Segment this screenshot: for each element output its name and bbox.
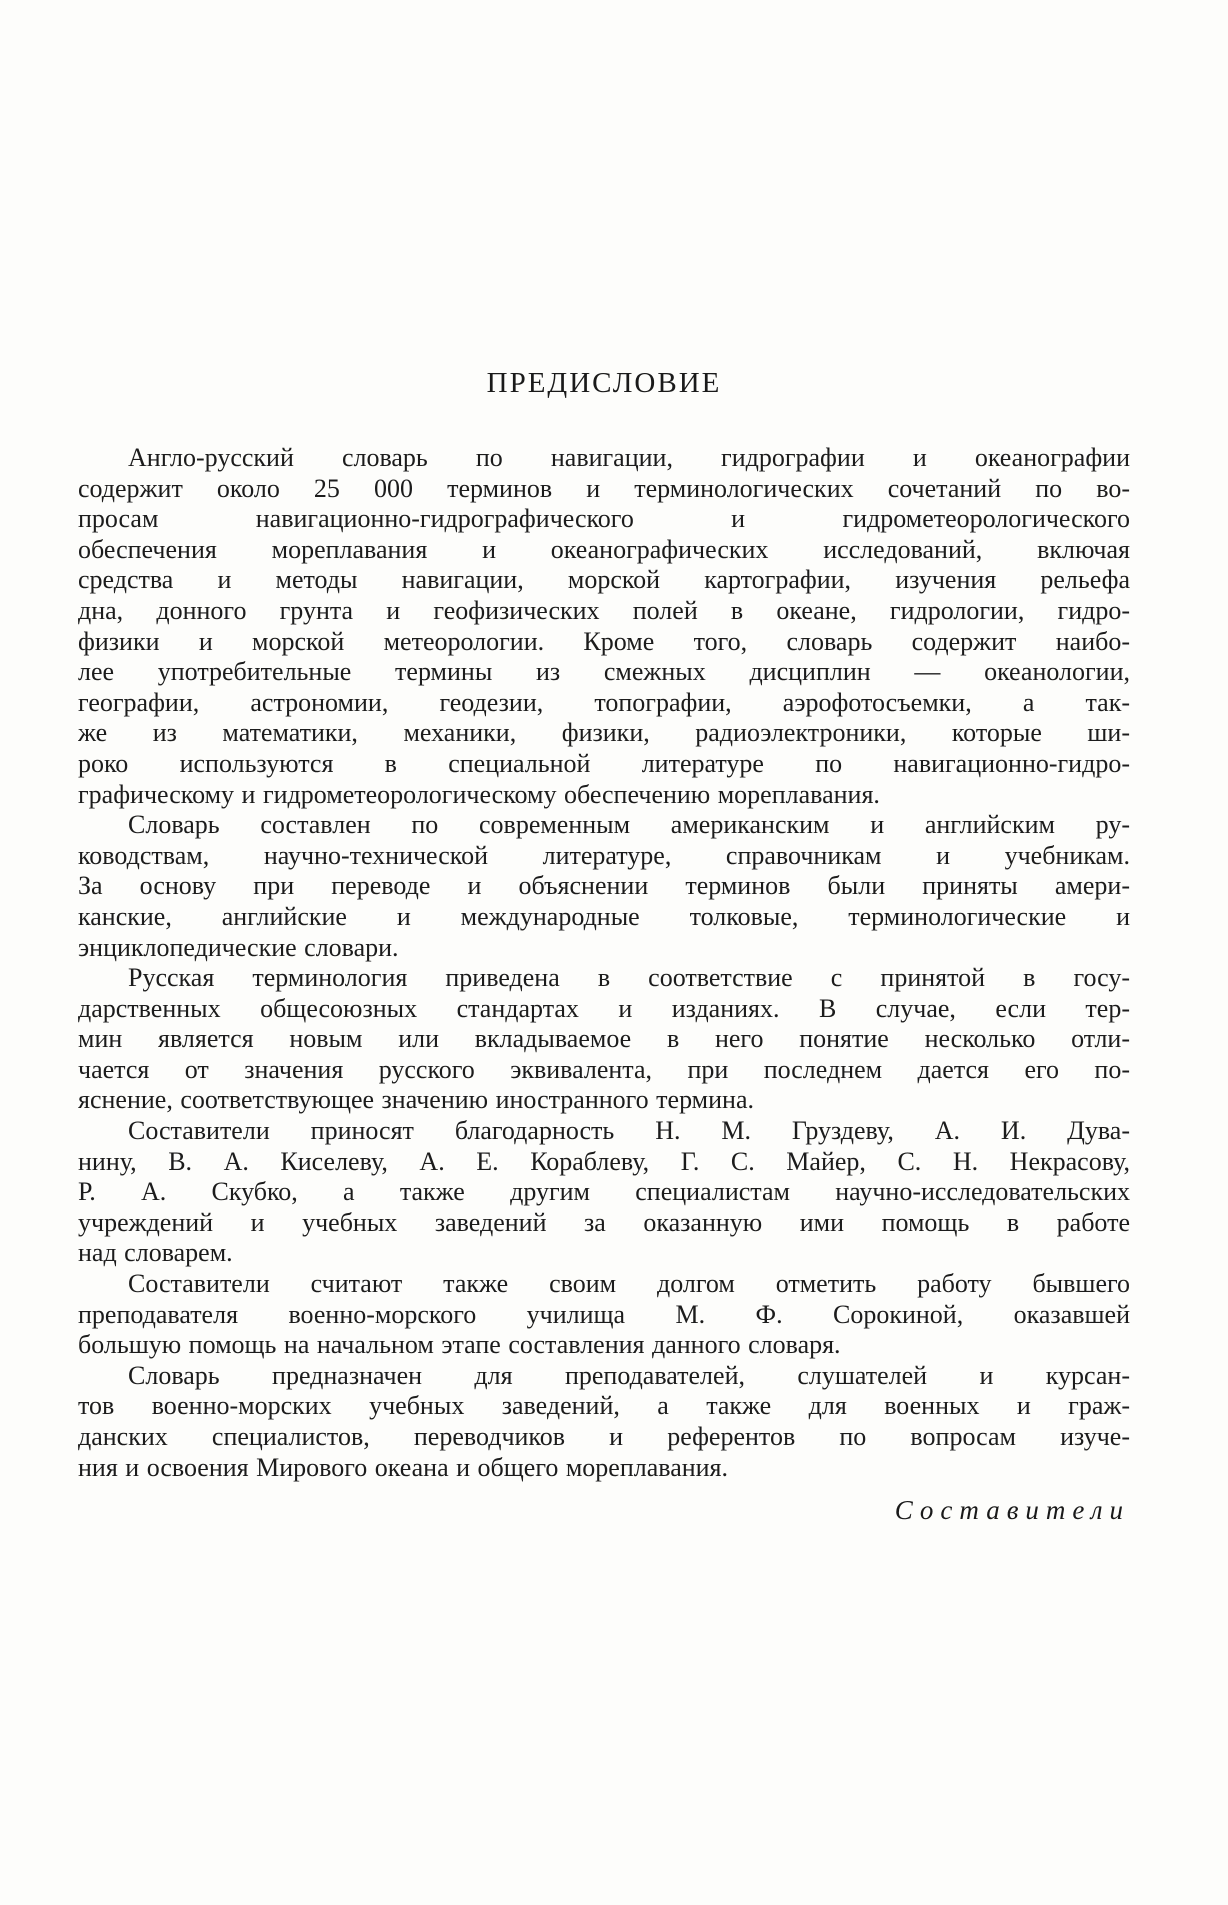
paragraph — [78, 1269, 1130, 1361]
text-line: ководствам, научно-технической литературе, справочникам и учебникам. — [78, 840, 1130, 870]
text-line: данских специалистов, переводчиков и референтов по вопросам изуче- — [78, 1422, 1130, 1451]
text-line: канские, английские и международные толковые, терминологические и — [78, 901, 1130, 931]
text-line: Составители считают также своим долгом отметить работу бывшего — [128, 1269, 1130, 1299]
text-line: дарственных общесоюзных стандартах и изданиях. В случае, если тер- — [78, 993, 1130, 1023]
paragraph — [78, 963, 1130, 1116]
text-line: графическому и гидрометеорологическому обеспечению мореплавания. — [78, 779, 880, 809]
text-line: дна, донного грунта и геофизических полей в океане, гидрологии, гидро- — [78, 595, 1130, 625]
text-line: За основу при переводе и объяснении терминов были приняты амери- — [78, 871, 1130, 901]
paragraph — [78, 810, 1130, 963]
paragraph — [78, 1361, 1130, 1483]
text-line: же из математики, механики, физики, радиоэлектроники, которые ши- — [78, 718, 1130, 748]
text-line: средства и методы навигации, морской картографии, изучения рельефа — [78, 565, 1130, 595]
text-line: Словарь предназначен для преподавателей, слушателей и курсан- — [128, 1360, 1130, 1390]
text-line: яснение, соответствующее значению иностранного термина. — [78, 1085, 755, 1115]
text-line: просам навигационно-гидрографического и гидрометеорологического — [78, 504, 1130, 534]
paragraph — [78, 443, 1130, 810]
text-line: обеспечения мореплавания и океанографических исследований, включая — [78, 534, 1130, 564]
body-text — [78, 443, 1130, 1483]
text-line: учреждений и учебных заведений за оказанную ими помощь в работе — [78, 1207, 1130, 1237]
text-line: содержит около 25 000 терминов и терминологических сочетаний по во- — [78, 473, 1130, 503]
text-line: лее употребительные термины из смежных дисциплин — океанологии, — [78, 657, 1130, 687]
text-line: физики и морской метеорологии. Кроме того, словарь содержит наибо- — [78, 626, 1130, 656]
text-line: чается от значения русского эквивалента, при последнем дается его по- — [78, 1054, 1130, 1084]
paragraph — [78, 1116, 1130, 1269]
text-line: географии, астрономии, геодезии, топографии, аэрофотосъемки, а так- — [78, 687, 1130, 717]
text-line: роко используются в специальной литературе по навигационно-гидро- — [78, 748, 1130, 778]
text-line: мин является новым или вкладываемое в него понятие несколько отли- — [78, 1024, 1130, 1054]
text-line: Р. А. Скубко, а также другим специалистам научно-исследовательских — [78, 1177, 1130, 1207]
text-line: нину, В. А. Киселеву, А. Е. Кораблеву, Г. С. Майер, С. Н. Некрасову, — [78, 1146, 1130, 1176]
text-line: Англо-русский словарь по навигации, гидрографии и океанографии — [128, 443, 1130, 472]
text-line: Словарь составлен по современным американским и английским ру- — [128, 810, 1130, 840]
text-line: ния и освоения Мирового океана и общего мореплавания. — [78, 1452, 729, 1482]
document-title: ПРЕДИСЛОВИЕ — [486, 367, 722, 399]
text-line: преподавателя военно-морского училища М. Ф. Сорокиной, оказавшей — [78, 1299, 1130, 1329]
text-line: Русская терминология приведена в соответствие с принятой в госу- — [128, 963, 1130, 993]
text-line: большую помощь на начальном этапе составления данного словаря. — [78, 1330, 841, 1360]
text-line: энциклопедические словари. — [78, 932, 399, 962]
authors-signature: Составители — [894, 1495, 1130, 1525]
text-line: над словарем. — [78, 1238, 233, 1268]
text-line: тов военно-морских учебных заведений, а также для военных и граж- — [78, 1391, 1130, 1421]
text-line: Составители приносят благодарность Н. М. Груздеву, А. И. Дува- — [128, 1116, 1130, 1146]
